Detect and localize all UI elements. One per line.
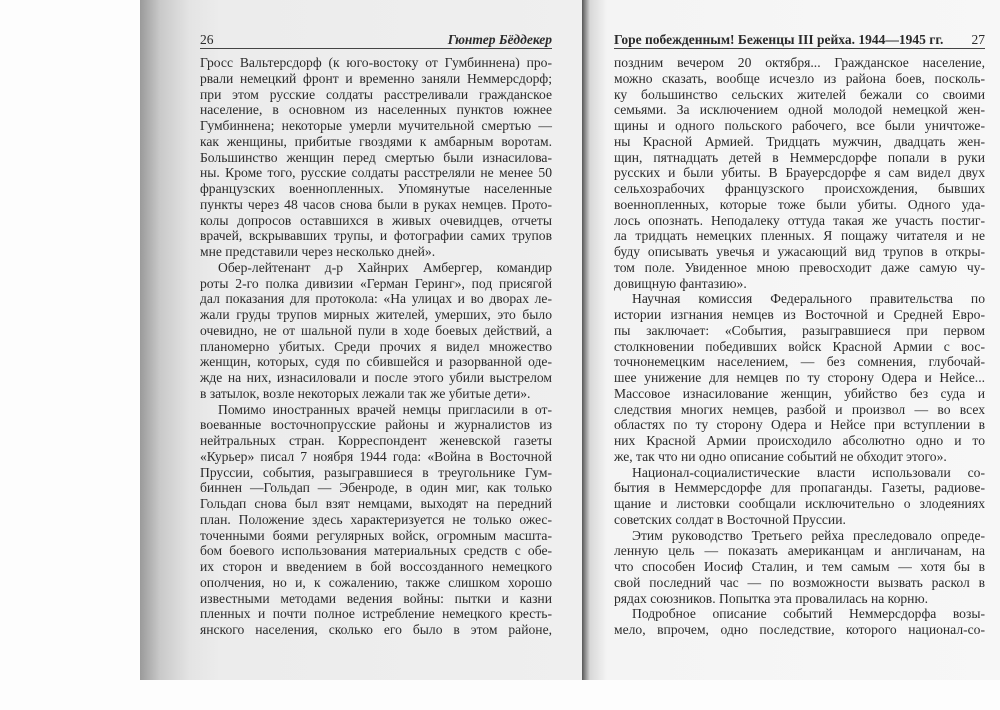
right-page — [582, 0, 1000, 680]
paragraph — [614, 291, 985, 464]
text-line: «Курьер» писал 7 ноября 1944 года: «Война в Восточной — [200, 448, 552, 464]
page-number: 27 — [971, 32, 985, 47]
text-line: рвали немецкий фронт и временно заняли Неммерсдорф; — [200, 70, 552, 86]
text-line: Обер-лейтенант д-р Хайнрих Амбергер, командир — [218, 259, 552, 275]
paragraph — [614, 606, 985, 638]
text-line: французских военнопленных. Упомянутые населенные — [200, 181, 552, 196]
text-line: мне представили через несколько дней». — [200, 244, 436, 259]
text-line: ла тридцать немецких пленных. Я пощажу читателя и не — [614, 228, 985, 244]
text-line: сельхозрабочих французского происхождения, бывших — [614, 181, 985, 196]
text-line: план. Положение здесь характеризуется не только ожес- — [200, 511, 552, 527]
text-line: ны Красной Армией. Тридцать мужчин, двадцать жен- — [614, 133, 985, 149]
paragraph — [200, 55, 552, 260]
text-line: бытия в Неммерсдорфе для пропаганды. Газеты, радиове- — [614, 480, 985, 496]
text-line: столкновении победивших войск Красной Армии с вос- — [614, 338, 985, 354]
text-line: жде на них, изнасиловали и после этого убили выстрелом — [200, 370, 552, 385]
text-line: Подробное описание событий Неммерсдорфа возы- — [632, 606, 985, 622]
text-line: истории изгнания немцев из Восточной и Средней Евро- — [614, 307, 985, 322]
text-line: биннен —Гольдап — Эбенроде, в один миг, как только — [200, 480, 552, 496]
text-line: бом боевого использования материальных средств с обе- — [200, 543, 552, 559]
text-line: планомерно убитых. Среди прочих я видел множество — [200, 338, 552, 354]
text-line: воеванные восточнопрусские районы и журналистов из — [200, 417, 552, 433]
paragraph — [200, 260, 552, 402]
text-line: областях по ту сторону Одера и Нейсе при вступлении в — [614, 417, 985, 433]
text-line: советских солдат в Восточной Пруссии. — [614, 511, 846, 527]
text-line: колы допросов оставшихся в живых очевидцев, отчеты — [200, 212, 552, 228]
text-line: Большинство женщин перед смертью были изнасилова- — [200, 149, 552, 165]
text-line: Национал-социалистические власти использовали со- — [632, 464, 985, 480]
text-line: них Красной Армии происходило абсолютно одно и то — [614, 433, 985, 448]
text-line: нейтральных стран. Корреспондент женевской газеты — [200, 433, 552, 448]
running-title: Горе побежденным! Беженцы III рейха. 1944—1945 гг. — [614, 32, 944, 47]
left-page-header — [200, 32, 552, 49]
paragraph — [614, 528, 985, 607]
text-line: янского населения, сколько его было в этом районе, — [200, 622, 552, 637]
text-line: Гольдап снова был взят немцами, выходят на передний — [200, 496, 552, 511]
text-line: население, в основном из населенных пунктов южнее — [200, 102, 552, 118]
text-line: пы заключает: «События, разыгравшиеся при первом — [614, 322, 985, 338]
left-page-text — [200, 55, 552, 638]
text-line: щин, пятнадцать детей в Неммерсдорфе попали в руки — [614, 149, 985, 165]
text-line: щание и листовки сообщали исключительно о злодеяниях — [614, 496, 985, 511]
text-line: русских и были убиты. В Брауерсдорфе я сам видел двух — [614, 165, 985, 181]
page-number: 26 — [200, 32, 214, 47]
text-line: ку большинство сельских жителей бежали со своими — [614, 86, 985, 102]
text-line: пленных и почти полное истребление немецкого кресть- — [200, 606, 552, 622]
paragraph — [614, 55, 985, 291]
text-line: что способен Иосиф Сталин, и тем самым — хотя бы в — [614, 559, 985, 574]
right-page-text — [614, 55, 985, 638]
text-line: свой последний час — по возможности вызвать раскол в — [614, 574, 985, 590]
text-line: мело, впрочем, одно последствие, которого национал-со- — [614, 622, 985, 637]
paragraph — [614, 465, 985, 528]
text-line: довищную фантазию». — [614, 275, 747, 291]
text-line: ленную цель — показать американцам и англичанам, на — [614, 543, 985, 559]
running-title: Гюнтер Бёддекер — [447, 32, 552, 47]
left-page — [140, 0, 582, 680]
text-line: известными методами ведения войны: пытки и казни — [200, 590, 552, 606]
text-line: ополчения, но и, к сожалению, также слишком хорошо — [200, 574, 552, 590]
paragraph — [200, 402, 552, 638]
text-line: при этом русские солдаты расстреливали гражданское — [200, 86, 552, 102]
text-line: роты 2-го полка дивизии «Герман Геринг», под присягой — [200, 275, 552, 291]
text-line: Этим руководство Третьего рейха преследовало опреде- — [632, 527, 985, 543]
right-page-header — [614, 32, 985, 49]
text-line: военнопленных, которые тоже были убиты. Одного уда- — [614, 196, 985, 212]
text-line: можно сказать, вообще исчезло из района боев, посколь- — [614, 70, 985, 86]
text-line: дал показания для протокола: «На улицах и во дворах ле- — [200, 291, 552, 307]
text-line: Научная комиссия Федерального правительства по — [632, 291, 985, 307]
text-line: Помимо иностранных врачей немцы пригласили в от- — [218, 401, 552, 417]
text-line: следствия многих немцев, разбой и произвол — во всех — [614, 401, 985, 417]
text-line: лось опознать. Неподалеку оттуда такая же участь постиг- — [614, 212, 985, 228]
text-line: семьями. За исключением одной молодой немецкой жен- — [614, 102, 985, 118]
text-line: врачей, вскрывавших трупы, и фотографии самих трупов — [200, 228, 552, 244]
text-line: точенными боями регулярных войск, огромным масшта- — [200, 527, 552, 543]
text-line: очевидно, не от шальной пули в ходе боевых действий, а — [200, 322, 552, 338]
text-line: Массовое изнасилование женщин, убийство без суда и — [614, 385, 985, 401]
text-line: как женщины, прибитые гвоздями к амбарным воротам. — [200, 133, 552, 149]
text-line: же, так что ни одно описание событий не обходит этого». — [614, 448, 947, 464]
text-line: ны. Кроме того, русские солдаты расстреляли не менее 50 — [200, 165, 552, 181]
text-line: буду описывать увечья и ужасающий вид трупов в откры- — [614, 244, 985, 259]
text-line: в затылок, возле некоторых лежали так же убитые дети». — [200, 385, 531, 401]
text-line: шее унижение для немцев по ту сторону Одера и Нейсе... — [614, 370, 985, 385]
text-line: женщин, которых, судя по сбившейся и разорванной оде- — [200, 354, 552, 370]
text-line: Пруссии, события, разыгравшиеся в треугольнике Гум- — [200, 464, 552, 480]
text-line: щины и одного польского рабочего, все были уничтоже- — [614, 118, 985, 133]
text-line: их сторон и введением в бой воссозданного немецкого — [200, 559, 552, 574]
text-line: пункты через 48 часов снова были в руках немцев. Прото- — [200, 196, 552, 212]
text-line: Гросс Вальтерсдорф (к юго-востоку от Гумбиннена) про- — [200, 55, 552, 70]
text-line: рядах союзников. Попытка эта провалилась на корню. — [614, 590, 929, 606]
text-line: Гумбиннена; некоторые умерли мучительной смертью — — [200, 118, 552, 133]
text-line: том поле. Увиденное мною превосходит даже самую чу- — [614, 259, 985, 275]
text-line: поздним вечером 20 октября... Гражданское население, — [614, 55, 985, 70]
text-line: точнонемецким населением, — без сомнения, глубочай- — [614, 354, 985, 370]
text-line: жали груды трупов мирных жителей, умерших, это было — [200, 307, 552, 322]
